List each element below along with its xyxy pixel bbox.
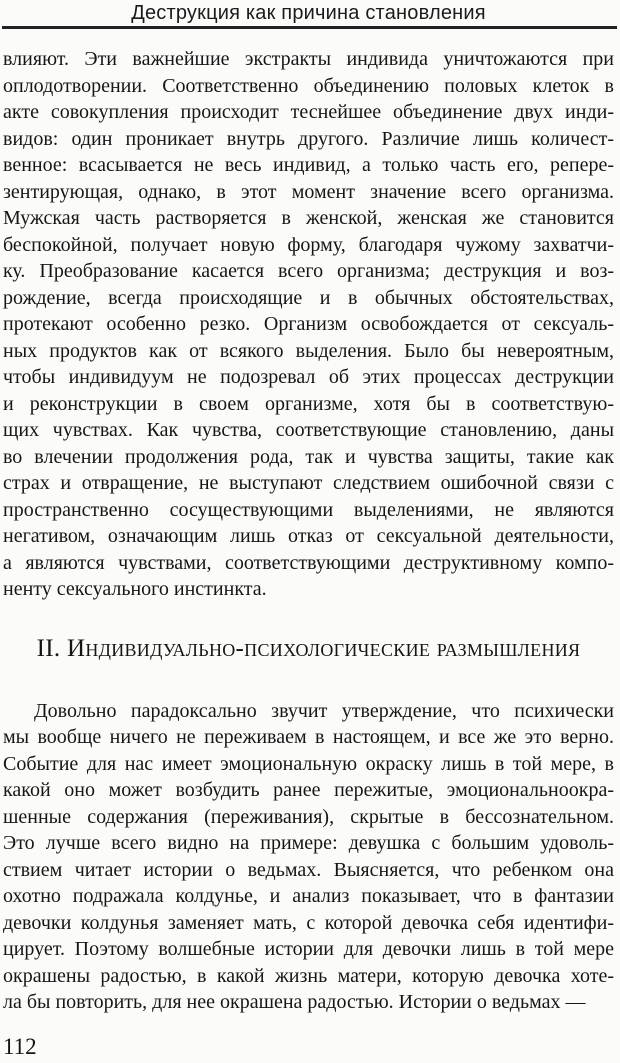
text-line: оплодотворении. Соответственно объединению половых клеток в: [3, 74, 614, 97]
text-line: влияют. Эти важнейшие экстракты индивида уничтожаются при: [3, 48, 614, 70]
text-line: шенные содержания (переживания), скрытые в бессознательном.: [3, 805, 614, 828]
text-line: страх и отвращение, не выступают следствием ошибочной связи с: [3, 472, 614, 494]
text-line: Мужская часть растворяется в женской, женская же становится: [3, 207, 614, 229]
text-line: Довольно парадоксально звучит утверждение, что психически: [34, 699, 614, 722]
text-line: негативом, означающим лишь отказ от сексуальной деятельности,: [3, 525, 614, 547]
text-line: видов: один проникает внутрь другого. Различие лишь количест-: [3, 127, 614, 150]
text-line: рождение, всегда происходящие и в обычных обстоятельствах,: [3, 286, 614, 309]
text-line: венное: всасывается не весь индивид, а только часть его, репере-: [3, 154, 614, 176]
text-line: мы вообще ничего не переживаем в настоящем, и все же это верно.: [3, 726, 614, 748]
text-line: чтобы индивидуум не подозревал об этих процессах деструкции: [3, 366, 614, 388]
text-line: протекают особенно резко. Организм освобождается от сексуаль-: [3, 313, 614, 335]
page-number: 112: [3, 1034, 37, 1059]
text-line: зентирующая, однако, в этот момент значение всего организма.: [3, 180, 614, 203]
text-line: девочки колдунья заменяет мать, с которой девочка себя идентифи-: [3, 911, 614, 934]
paragraph-continuation: [3, 46, 614, 603]
text-line: ку. Преобразование касается всего организма; деструкция и воз-: [3, 260, 614, 282]
text-line: а являются чувствами, соответствующими деструктивному компо-: [3, 551, 614, 574]
page-body: [3, 46, 614, 1016]
text-line: пространственно сосуществующими выделениями, не являются: [3, 498, 614, 521]
text-line: акте совокупления происходит теснейшее объединение двух инди-: [3, 101, 614, 123]
text-line: ствием читает истории о ведьмах. Выясняется, что ребенком она: [3, 858, 614, 881]
text-line: окрашены радостью, в какой жизнь матери, которую девочка хоте-: [3, 964, 614, 987]
text-line: ненту сексуального инстинкта.: [3, 578, 267, 600]
running-head: Деструкция как причина становления: [131, 2, 486, 24]
text-line: охотно подражала колдунье, и анализ показывает, что в фантазии: [3, 885, 614, 907]
page-header: [3, 0, 614, 29]
text-line: цирует. Поэтому волшебные истории для девочки лишь в той мере: [3, 938, 614, 960]
text-line: ных продуктов как от всякого выделения. Было бы невероятным,: [3, 339, 614, 362]
text-line: ла бы повторить, для нее окрашена радостью. Истории о ведьмах —: [3, 991, 586, 1013]
text-line: какой оно может возбудить ранее пережитые, эмоциональноокра-: [3, 779, 614, 801]
paragraph-2: [3, 698, 614, 1016]
text-line: и реконструкции в своем организме, хотя бы в соответствую-: [3, 392, 614, 415]
text-line: Событие для нас имеет эмоциональную окраску лишь в той мере, в: [3, 752, 614, 775]
text-line: во влечении продолжения рода, так и чувства защиты, такие как: [3, 445, 614, 468]
header-rule: [2, 26, 617, 29]
section-heading: II. Индивидуально-психологические размышления: [36, 634, 581, 662]
text-line: беспокойной, получает новую форму, благодаря чужому захватчи-: [3, 233, 614, 256]
text-line: щих чувствах. Как чувства, соответствующие становлению, даны: [3, 419, 614, 441]
text-line: Это лучше всего видно на примере: девушка с большим удоволь-: [3, 832, 614, 854]
